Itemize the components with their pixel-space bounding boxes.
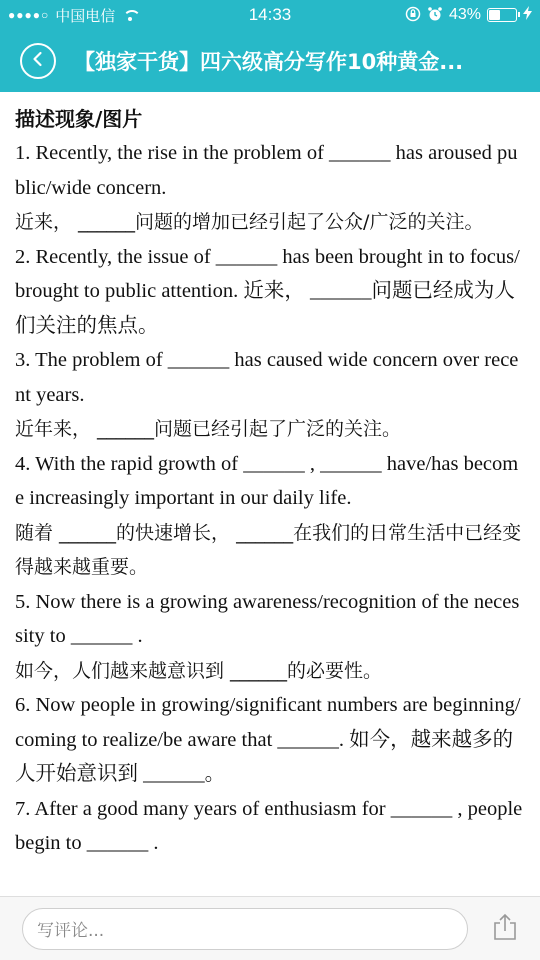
article-paragraph: 2. Recently, the issue of ______ has been brought in to focus/brought to public attention. 近来， ______问题已经成为人们关注的焦点。: [15, 245, 520, 337]
article-paragraph: 7. After a good many years of enthusiasm for ______ , people begin to ______ .: [15, 797, 523, 854]
share-button[interactable]: [488, 912, 522, 946]
share-icon: [490, 912, 520, 946]
page-title: 【独家干货】四六级高分写作10种黄金...: [74, 50, 464, 74]
status-left: [8, 5, 208, 26]
article-paragraph: 3. The problem of ______ has caused wide concern over recent years.: [15, 349, 519, 406]
alarm-icon: [427, 6, 443, 25]
article-paragraph: 随着 ______的快速增长， ______在我们的日常生活中已经变得越来越重要。: [15, 521, 522, 578]
status-bar: [0, 0, 540, 30]
clock: 14:33: [248, 5, 292, 24]
charging-icon: [523, 6, 532, 25]
article-paragraph: 近来， ______问题的增加已经引起了公众/广泛的关注。: [15, 211, 484, 233]
back-button[interactable]: [20, 43, 56, 79]
article-paragraph: 4. With the rapid growth of ______ , ______ have/has become increasingly important in our daily life.: [15, 452, 519, 509]
rotation-lock-icon: [405, 6, 421, 25]
bottom-bar: [0, 896, 540, 960]
wifi-icon: [121, 8, 139, 22]
battery-percent: 43%: [448, 6, 481, 23]
signal-strength-icon: ●●●●○: [8, 8, 50, 22]
carrier-name: 中国电信: [55, 6, 116, 25]
article-body[interactable]: [0, 96, 540, 896]
status-right: [332, 6, 532, 25]
back-arrow-icon: [30, 51, 46, 71]
article-paragraph: 6. Now people in growing/significant numbers are beginning/coming to realize/be aware that ______. 如今，越来越多的人开始意识到 ______。: [15, 694, 521, 785]
battery-icon: [487, 8, 517, 22]
section-heading: 描述现象/图片: [15, 107, 143, 131]
comment-input[interactable]: 写评论...: [22, 908, 468, 950]
article-paragraph: 5. Now there is a growing awareness/recognition of the necessity to ______ .: [15, 590, 520, 647]
navigation-bar: [0, 30, 540, 92]
article-paragraph: 近年来， ______问题已经引起了广泛的关注。: [15, 418, 402, 440]
article-paragraph: 如今，人们越来越意识到 ______的必要性。: [15, 659, 383, 682]
battery-level: [489, 10, 500, 20]
article-paragraph: 1. Recently, the rise in the problem of ______ has aroused public/wide concern.: [15, 142, 518, 199]
